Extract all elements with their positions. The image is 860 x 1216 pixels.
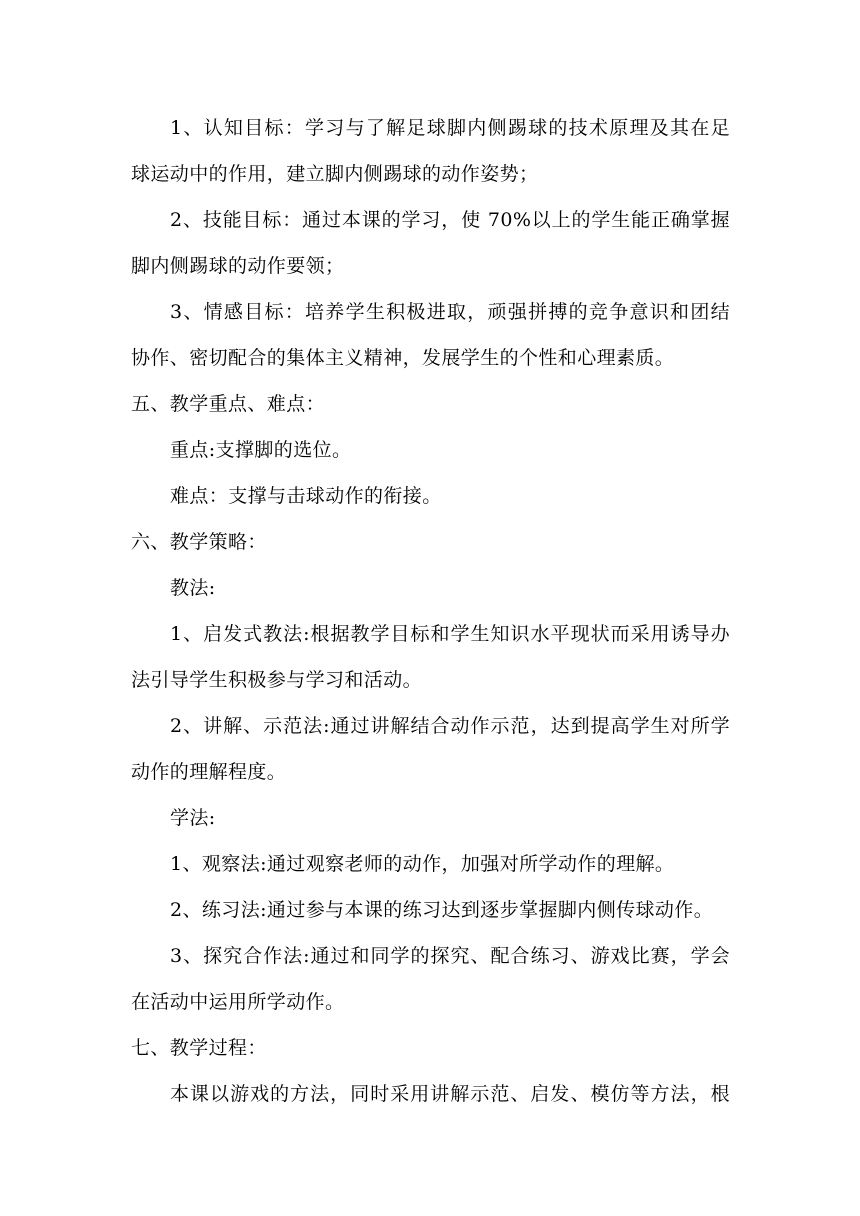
section-heading-key-points: 五、教学重点、难点： bbox=[131, 393, 326, 415]
difficulty-line: 难点：支撑与击球动作的衔接。 bbox=[170, 485, 442, 507]
teaching-method-label: 教法: bbox=[170, 577, 216, 599]
cooperative-method-line-1: 3、探究合作法:通过和同学的探究、配合练习、游戏比赛，学会 bbox=[170, 945, 730, 967]
objective-cognitive-line-2: 球运动中的作用，建立脚内侧踢球的动作姿势； bbox=[131, 163, 539, 185]
cooperative-method-line-2: 在活动中运用所学动作。 bbox=[131, 991, 345, 1013]
observation-method-line: 1、观察法:通过观察老师的动作，加强对所学动作的理解。 bbox=[170, 853, 675, 875]
process-intro-line: 本课以游戏的方法，同时采用讲解示范、启发、模仿等方法，根 bbox=[170, 1083, 730, 1105]
objective-skill-line-2: 脚内侧踢球的动作要领； bbox=[131, 255, 345, 277]
objective-skill-line-1: 2、技能目标：通过本课的学习，使 70%以上的学生能正确掌握 bbox=[170, 209, 730, 231]
objective-cognitive-line-1: 1、认知目标：学习与了解足球脚内侧踢球的技术原理及其在足 bbox=[170, 117, 730, 139]
objective-affective-line-1: 3、情感目标：培养学生积极进取，顽强拼搏的竞争意识和团结 bbox=[170, 301, 730, 323]
heuristic-method-line-2: 法引导学生积极参与学习和活动。 bbox=[131, 669, 423, 691]
demonstration-method-line-2: 动作的理解程度。 bbox=[131, 761, 287, 783]
practice-method-line: 2、练习法:通过参与本课的练习达到逐步掌握脚内侧传球动作。 bbox=[170, 899, 714, 921]
demonstration-method-line-1: 2、讲解、示范法:通过讲解结合动作示范，达到提高学生对所学 bbox=[170, 715, 730, 737]
heuristic-method-line-1: 1、启发式教法:根据教学目标和学生知识水平现状而采用诱导办 bbox=[170, 623, 730, 645]
key-point-line: 重点:支撑脚的选位。 bbox=[170, 439, 352, 461]
section-heading-process: 七、教学过程： bbox=[131, 1037, 267, 1059]
section-heading-strategy: 六、教学策略： bbox=[131, 531, 267, 553]
objective-affective-line-2: 协作、密切配合的集体主义精神，发展学生的个性和心理素质。 bbox=[131, 347, 675, 369]
learning-method-label: 学法: bbox=[170, 807, 216, 829]
